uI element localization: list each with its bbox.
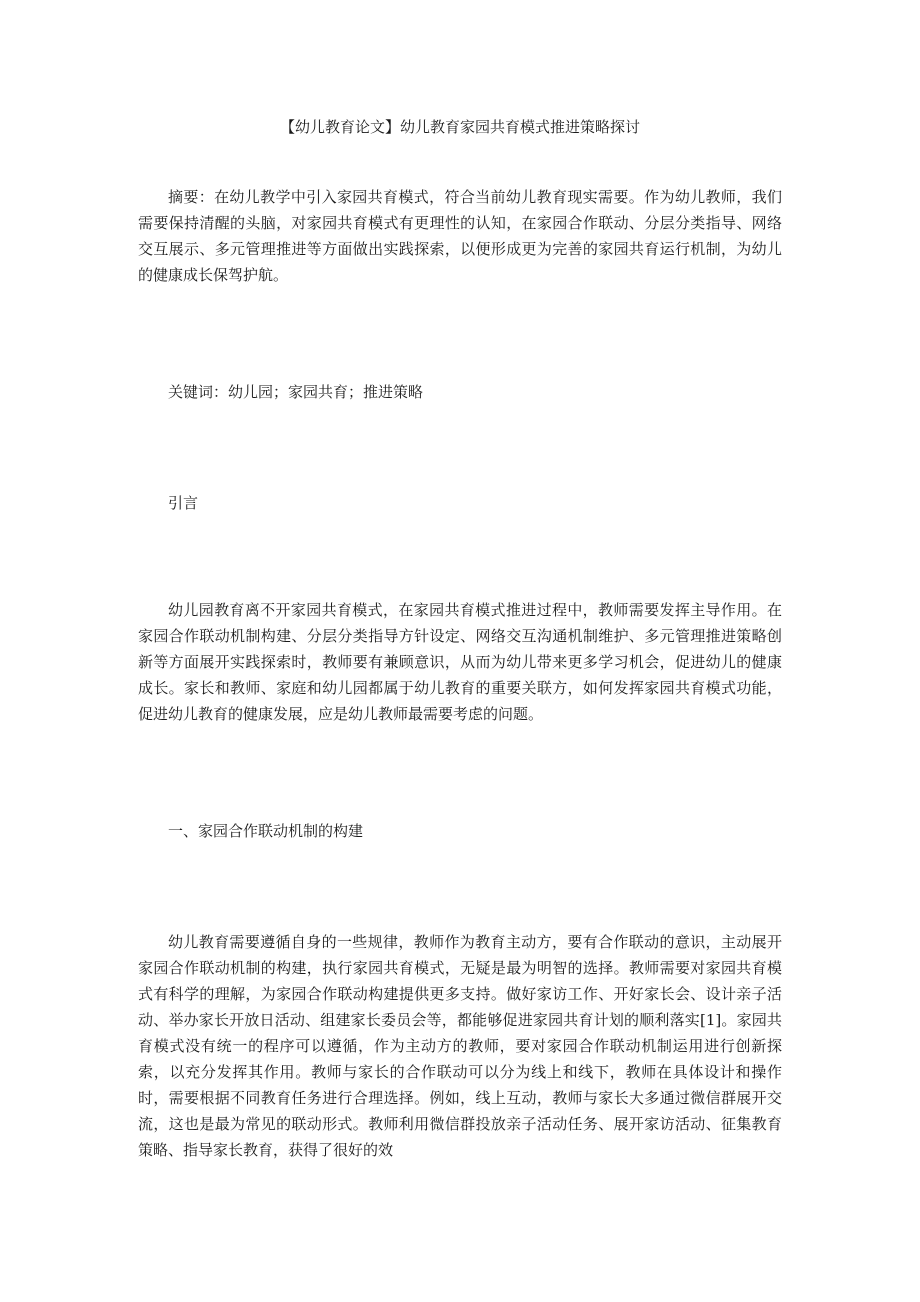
document-title: 【幼儿教育论文】幼儿教育家园共育模式推进策略探讨 <box>279 118 640 136</box>
abstract-paragraph: 摘要：在幼儿教学中引入家园共育模式，符合当前幼儿教育现实需要。作为幼儿教师，我们需要保持清醒的头脑，对家园共育模式有更理性的认知，在家园合作联动、分层分类指导、网络交互展示、多元管理推进等方面做出实践探索，以便形成更为完善的家园共育运行机制，为幼儿的健康成长保驾护航。 <box>138 188 782 284</box>
section-1-heading: 一、家园合作联动机制的构建 <box>168 822 364 840</box>
intro-heading: 引言 <box>168 494 199 512</box>
section-1-paragraph: 幼儿教育需要遵循自身的一些规律，教师作为教育主动方，要有合作联动的意识，主动展开家园合作联动机制的构建，执行家园共育模式，无疑是最为明智的选择。教师需要对家园共育模式有科学的理解，为家园合作联动构建提供更多支持。做好家访工作、开好家长会、设计亲子活动、举办家长开放日活动、组建家长委员会等，都能够促进家园共育计划的顺利落实[1]。家园共育模式没有统一的程序可以遵循，作为主动方的教师，要对家园合作联动机制运用进行创新探索，以充分发挥其作用。教师与家长的合作联动可以分为线上和线下，教师在具体设计和操作时，需要根据不同教育任务进行合理选择。例如，线上互动，教师与家长大多通过微信群展开交流，这也是最为常见的联动形式。教师利用微信群投放亲子活动任务、展开家访活动、征集教育策略、指导家长教育，获得了很好的效 <box>138 933 782 1159</box>
intro-paragraph: 幼儿园教育离不开家园共育模式，在家园共育模式推进过程中，教师需要发挥主导作用。在家园合作联动机制构建、分层分类指导方针设定、网络交互沟通机制维护、多元管理推进策略创新等方面展开实践探索时，教师要有兼顾意识，从而为幼儿带来更多学习机会，促进幼儿的健康成长。家长和教师、家庭和幼儿园都属于幼儿教育的重要关联方，如何发挥家园共育模式功能，促进幼儿教育的健康发展，应是幼儿教师最需要考虑的问题。 <box>138 601 782 723</box>
keywords-line: 关键词：幼儿园；家园共育；推进策略 <box>168 383 424 401</box>
